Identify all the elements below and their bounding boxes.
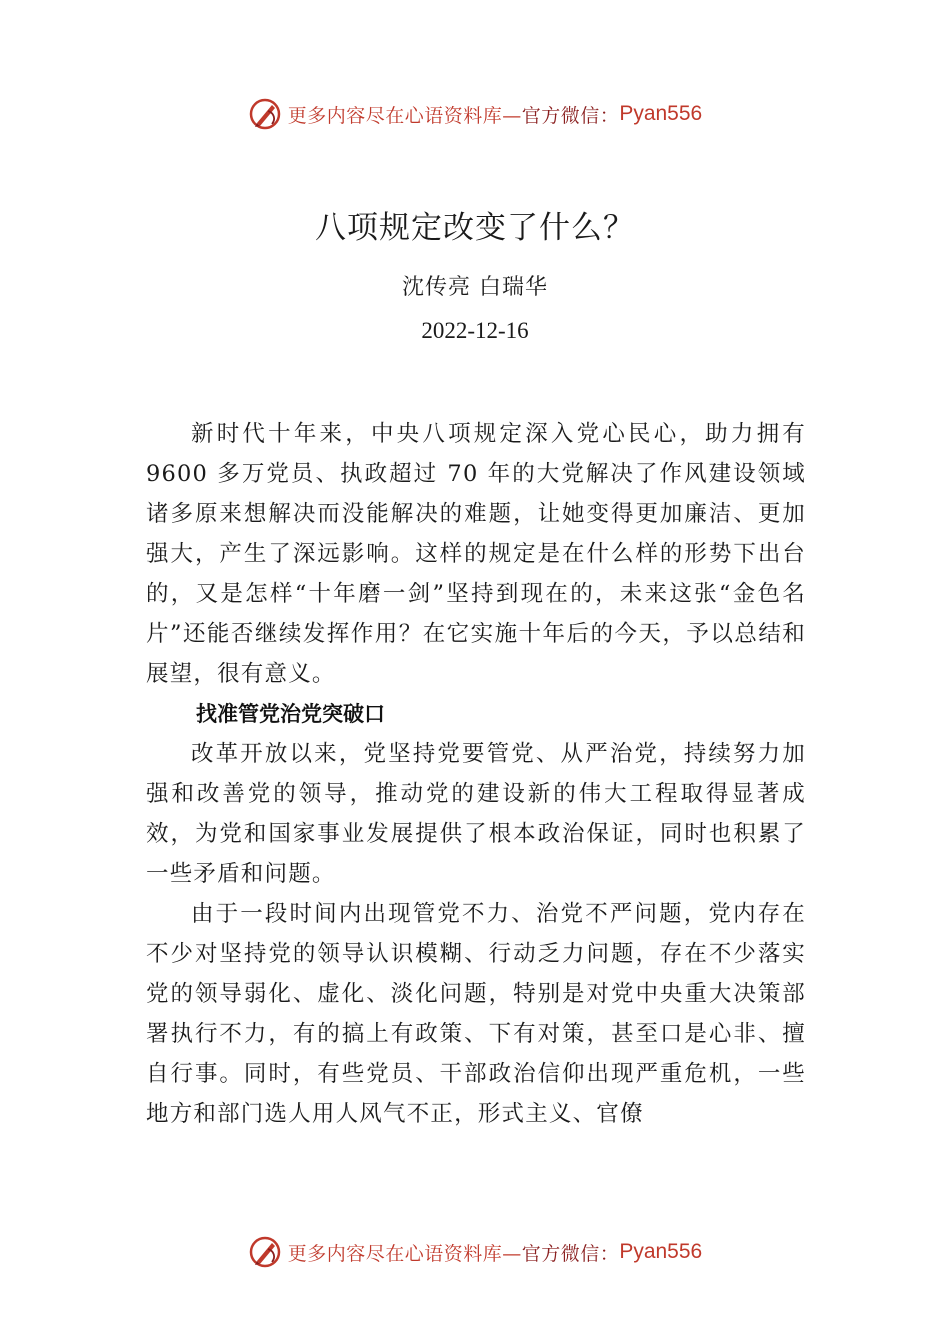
paragraph: 新时代十年来，中央八项规定深入党心民心，助力拥有 9600 多万党员、执政超过 70 年的大党解决了作风建设领域诸多原来想解决而没能解决的难题，让她变得更加廉洁、更加强大，产生了深远影响。这样的规定是在什么样的形势下出台的，又是怎样“十年磨一剑”坚持到现在的，未来这张“金色名片”还能否继续发挥作用？在它实施十年后的今天，予以总结和展望，很有意义。 [146, 421, 806, 687]
header-watermark-banner [0, 94, 950, 134]
banner-wechat-label: 官方微信： [521, 104, 620, 127]
banner-wechat-id: Pyan556 [619, 102, 703, 125]
article-authors: 沈传亮 白瑞华 [402, 275, 548, 300]
article-body [146, 414, 806, 1134]
article-title: 八项规定改变了什么？ [315, 210, 635, 246]
banner-wechat-id: Pyan556 [619, 1240, 703, 1263]
pen-logo-icon [248, 97, 282, 131]
pen-logo-icon [248, 1235, 282, 1269]
section-heading: 找准管党治党突破口 [196, 702, 385, 726]
banner-text: 更多内容尽在心语资料库— [287, 1242, 522, 1265]
paragraph: 由于一段时间内出现管党不力、治党不严问题，党内存在不少对坚持党的领导认识模糊、行动乏力问题，存在不少落实党的领导弱化、虚化、淡化问题，特别是对党中央重大决策部署执行不力，有的搞上有政策、下有对策，甚至口是心非、擅自行事。同时，有些党员、干部政治信仰出现严重危机，一些地方和部门选人用人风气不正，形式主义、官僚 [146, 901, 806, 1127]
banner-text: 更多内容尽在心语资料库— [287, 104, 522, 127]
banner-wechat-label: 官方微信： [521, 1242, 620, 1265]
article-date: 2022-12-16 [421, 318, 529, 343]
paragraph: 改革开放以来，党坚持党要管党、从严治党，持续努力加强和改善党的领导，推动党的建设新的伟大工程取得显著成效，为党和国家事业发展提供了根本政治保证，同时也积累了一些矛盾和问题。 [146, 741, 806, 887]
footer-watermark-banner [0, 1232, 950, 1272]
